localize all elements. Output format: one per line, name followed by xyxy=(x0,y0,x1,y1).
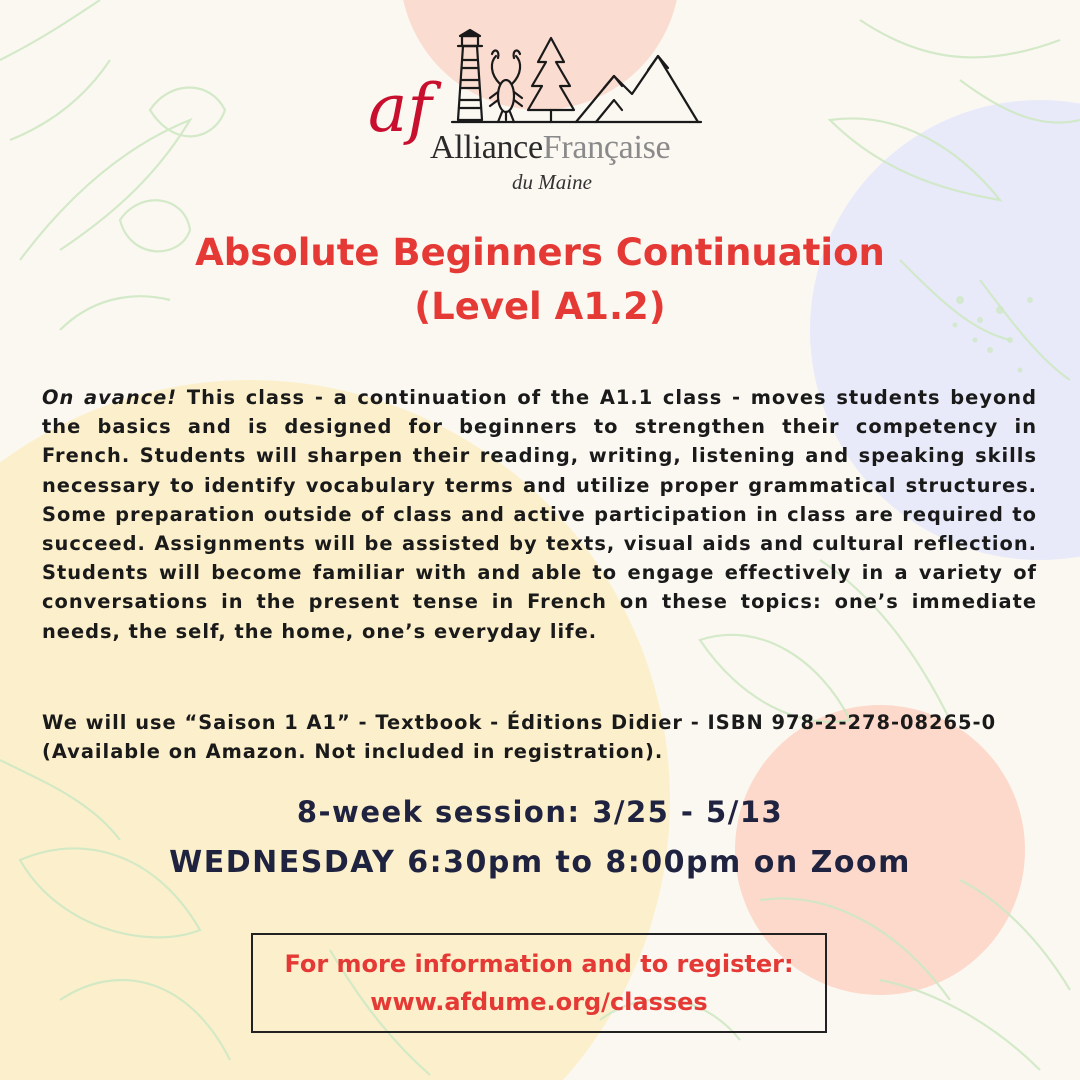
logo-name-part2: Française xyxy=(542,129,671,166)
title-line-1: Absolute Beginners Continuation xyxy=(195,231,885,274)
logo-wordmark xyxy=(430,131,670,165)
logo-name-part1: Alliance xyxy=(430,129,543,166)
session-time: WEDNESDAY 6:30pm to 8:00pm on Zoom xyxy=(169,845,911,880)
textbook-info xyxy=(42,708,1052,766)
logo-af-mark: af xyxy=(368,70,432,147)
description-intro: On avance! xyxy=(42,386,178,409)
maine-scenery-icon xyxy=(446,28,706,138)
logo xyxy=(360,28,720,198)
course-description xyxy=(42,383,1037,646)
textbook-line-1: We will use “Saison 1 A1” - Textbook - Éditions Didier - ISBN 978-2-278-08265-0 xyxy=(42,711,997,734)
registration-box xyxy=(251,933,827,1033)
title-line-2: (Level A1.2) xyxy=(414,285,666,328)
textbook-line-2: (Available on Amazon. Not included in registration). xyxy=(42,740,664,764)
logo-subtitle: du Maine xyxy=(512,170,592,194)
session-dates: 8-week session: 3/25 - 5/13 xyxy=(296,795,784,829)
registration-link[interactable]: www.afdume.org/classes xyxy=(370,988,708,1016)
description-text: This class - a continuation of the A1.1 class - moves students beyond the basics and is designed for beginners to strengthen their competency in French. Students will sharpen their reading, writing, listening and speaking skills necessary to identify vocabulary terms and utilize proper grammatical structures. Some preparation outside of class and active participation in class are required to succeed. Assignments will be assisted by texts, visual aids and cultural reflection. Students will become familiar with and able to engage effectively in a variety of conversations in the present tense in French on these topics: one’s immediate needs, the self, the home, one’s everyday life. xyxy=(42,386,1037,643)
registration-text: For more information and to register: xyxy=(284,950,794,978)
page-title xyxy=(0,226,1080,334)
